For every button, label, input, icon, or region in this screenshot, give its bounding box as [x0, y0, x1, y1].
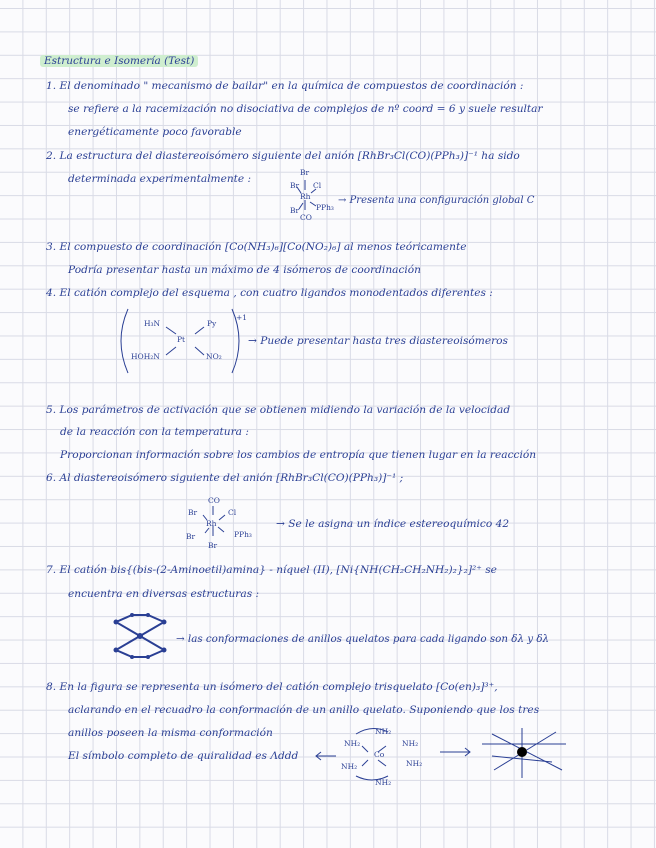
page-title: Estructura e Isomería (Test) — [40, 55, 198, 67]
q7-line1: 7. El catión bis{(bis-(2-Aminoetil)amina} - níquel (II), [Ni{NH(CH₂CH₂NH₂)₂}₂]²⁺ se — [46, 564, 497, 576]
q7-conformation-diagram — [108, 610, 172, 662]
q8-label-nh2-top: NH₂ — [375, 727, 392, 736]
q4-bracket-bonds — [118, 305, 253, 377]
q1-line3: energéticamente poco favorable — [68, 126, 242, 138]
q4-label-h3n: H₃N — [144, 319, 161, 328]
q8-label-nh2-bottom: NH₂ — [375, 778, 392, 787]
q2-label-cl: Cl — [313, 181, 322, 190]
q1-line2: se refiere a la racemización no disociativa de complejos de nº coord = 6 y suele resultar — [68, 103, 543, 115]
q8-line3: anillos poseen la misma conformación — [68, 727, 273, 739]
q2-line1: 2. La estructura del diastereoisómero siguiente del anión [RhBr₃Cl(CO)(PPh₃)]⁻¹ ha sido — [46, 150, 520, 162]
q4-label-no2: NO₂ — [206, 352, 222, 361]
q8-complex-diagram — [316, 722, 576, 786]
q4-label-charge: +1 — [236, 313, 248, 322]
q2-label-br-left: Br — [290, 181, 300, 190]
q8-label-nh2-b: NH₂ — [402, 739, 419, 748]
q4-answer: → Puede presentar hasta tres diastereoisómeros — [248, 335, 508, 347]
q8-label-co: Co — [374, 750, 385, 759]
q6-label-br-left: Br — [188, 508, 198, 517]
q7-answer: → las conformaciones de anillos quelatos para cada ligando son δλ y δλ — [176, 633, 550, 645]
q3-line1: 3. El compuesto de coordinación [Co(NH₃)₆][Co(NO₂)₆] al menos teóricamente — [46, 241, 467, 253]
q2-label-co: CO — [300, 213, 312, 222]
q2-label-br-low: Br — [290, 206, 300, 215]
q6-label-br-low: Br — [186, 532, 196, 541]
q4-label-hoh2n: HOH₂N — [131, 352, 160, 361]
q5-line1: 5. Los parámetros de activación que se obtienen midiendo la variación de la velocidad — [46, 404, 511, 416]
q6-bonds — [185, 493, 265, 553]
q6-label-co: CO — [208, 496, 220, 505]
q8-line4: El símbolo completo de quiralidad es Λddd — [68, 750, 299, 762]
q1-line1: 1. El denominado " mecanismo de bailar" en la química de compuestos de coordinación : — [46, 80, 524, 92]
q6-label-pph3: PPh₃ — [234, 530, 252, 539]
q3-line2: Podría presentar hasta un máximo de 4 isómeros de coordinación — [68, 264, 421, 276]
q8-label-nh2-d: NH₂ — [406, 759, 423, 768]
q6-answer: → Se le asigna un índice estereoquímico 42 — [276, 518, 510, 530]
q6-label-br-bottom: Br — [208, 541, 218, 550]
q6-line1: 6. Al diastereoisómero siguiente del anión [RhBr₃Cl(CO)(PPh₃)]⁻¹ ; — [46, 472, 404, 484]
q5-line2: de la reacción con la temperatura : — [60, 426, 249, 438]
q6-label-rh: Rh — [206, 519, 217, 528]
q2-label-rh: Rh — [300, 192, 311, 201]
q2-line2: determinada experimentalmente : — [68, 173, 252, 185]
q8-label-nh2-c: NH₂ — [341, 762, 358, 771]
q2-label-pph3: PPh₃ — [316, 203, 334, 212]
q7-line2: encuentra en diversas estructuras : — [68, 588, 260, 600]
q6-label-cl: Cl — [228, 508, 237, 517]
q4-line1: 4. El catión complejo del esquema , con cuatro ligandos monodentados diferentes : — [46, 287, 493, 299]
q4-label-pt: Pt — [177, 335, 186, 344]
q5-line3: Proporcionan información sobre los cambios de entropía que tienen lugar en la reacción — [60, 449, 537, 461]
q2-label-br-top: Br — [300, 168, 310, 177]
q4-label-py: Py — [207, 319, 217, 328]
q8-line2: aclarando en el recuadro la conformación de un anillo quelato. Suponiendo que los tres — [68, 704, 540, 716]
q8-line1: 8. En la figura se representa un isómero del catión complejo trisquelato [Co(en)₃]³⁺, — [46, 681, 498, 693]
q8-label-nh2-a: NH₂ — [344, 739, 361, 748]
q2-answer: → Presenta una configuración global C — [338, 195, 535, 206]
